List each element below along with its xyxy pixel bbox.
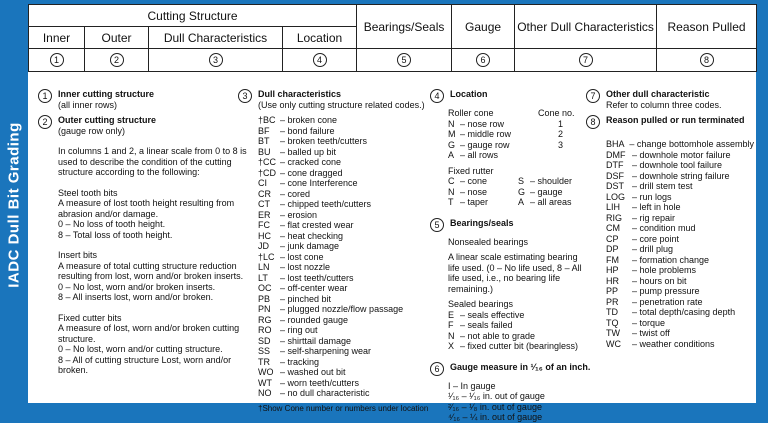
reason-code: TQ — [606, 317, 619, 328]
fixed-cutter-heading: Fixed rutter — [448, 165, 494, 176]
nonsealed-line: life used, i.e., no bearing life — [448, 273, 561, 283]
side-band — [0, 0, 28, 411]
sealed-code: F — [448, 320, 454, 330]
fixed-line: A measure of lost, worn and/or broken cutting — [58, 323, 240, 333]
dull-code-row — [258, 273, 428, 284]
dull-code-desc: – off-center wear — [280, 283, 348, 293]
reason-code: RIG — [606, 212, 623, 223]
dull-code: FC — [258, 220, 270, 230]
reason-code: HR — [606, 275, 619, 286]
other-number: 7 — [586, 89, 600, 103]
sealed-rows — [448, 310, 590, 352]
insert-line: 8 – All inserts lost, worn and/or broken. — [58, 292, 214, 302]
reason-code: FM — [606, 254, 619, 265]
dull-code: †CC — [258, 157, 277, 167]
dull-code-row — [258, 367, 428, 378]
dull-code-desc: – cone dragged — [280, 167, 343, 178]
roller-row — [448, 140, 590, 151]
dull-code-row — [258, 126, 428, 137]
reason-code-desc: – hours on bit — [632, 275, 687, 286]
reason-code: LOG — [606, 191, 626, 202]
reason-code-row — [606, 171, 754, 182]
reason-code-desc: – penetration rate — [632, 296, 703, 307]
dull-code: BF — [258, 125, 270, 136]
dull-code: RO — [258, 325, 272, 335]
header-gauge: Gauge — [452, 5, 515, 49]
bearings-title: Bearings/seals — [450, 217, 514, 228]
dull-code: LN — [258, 262, 270, 272]
column-number-cell — [657, 49, 757, 72]
reason-code-row — [606, 318, 754, 329]
dull-code: NO — [258, 388, 272, 398]
column-number: 4 — [313, 53, 327, 67]
roller-cone-heading: Roller cone — [448, 108, 494, 118]
reason-code: DMF — [606, 149, 626, 160]
roller-row — [448, 119, 590, 130]
roller-cone-no: 2 — [558, 129, 564, 139]
dull-code-row — [258, 346, 428, 357]
dull-code-row — [258, 357, 428, 368]
dull-code: SS — [258, 346, 271, 356]
gauge-item: ¹⁄₁₆ – ¹⁄₁₆ in. out of gauge — [448, 391, 545, 401]
dull-code-desc: – bond failure — [280, 125, 335, 136]
dull-code: ER — [258, 209, 271, 220]
dull-title: Dull characteristics — [258, 89, 342, 99]
dull-code-row — [258, 178, 428, 189]
fixed-code: S — [518, 176, 525, 186]
reason-code: HP — [606, 265, 619, 275]
bearings-number: 5 — [430, 218, 444, 232]
gauge-item: ⁴⁄₁₆ – ¼ in. out of gauge — [448, 412, 543, 422]
sealed-code: X — [448, 341, 455, 351]
dull-code-row — [258, 210, 428, 221]
header-bearings-seals: Bearings/Seals — [357, 5, 452, 49]
side-title: IADC Dull Bit Grading — [5, 122, 23, 288]
dull-code-row — [258, 157, 428, 168]
reason-code-desc: – drill stem test — [632, 181, 693, 191]
cone-no-heading: Cone no. — [538, 108, 575, 118]
sealed-heading: Sealed bearings — [448, 299, 514, 309]
reason-code-row — [606, 276, 754, 287]
reason-code-desc: – total depth/casing depth — [632, 307, 736, 317]
dull-code-row — [258, 262, 428, 273]
gauge-body — [430, 376, 590, 423]
column-number: 3 — [209, 53, 223, 67]
dull-code-desc: – erosion — [280, 209, 318, 220]
reason-code: DTF — [606, 160, 624, 170]
column-number-cell — [357, 49, 452, 72]
sealed-desc: – seals failed — [460, 320, 513, 330]
section-location — [430, 89, 590, 423]
dull-code-row — [258, 241, 428, 252]
fixed-code: G — [518, 186, 526, 197]
dull-code-desc: – washed out bit — [280, 367, 346, 377]
reason-code: PR — [606, 296, 619, 307]
reason-code-row — [606, 192, 754, 203]
gauge-title: Gauge measure in ¹⁄₁₆ of an inch. — [450, 361, 591, 372]
gauge-item: I – In gauge — [448, 380, 496, 391]
sealed-code: N — [448, 330, 455, 341]
sealed-row — [448, 320, 590, 331]
fixed-heading: Fixed cutter bits — [58, 312, 122, 323]
reason-code: DP — [606, 244, 619, 254]
dull-code-desc: – lost nozzle — [280, 262, 331, 272]
reason-code: PP — [606, 286, 619, 296]
reason-code-row — [606, 160, 754, 171]
inner-heading — [38, 89, 238, 110]
dull-code-desc: – shirttail damage — [280, 335, 352, 346]
roller-desc: – gauge row — [460, 139, 510, 150]
insert-heading: Insert bits — [58, 250, 98, 260]
sealed-code: E — [448, 309, 455, 320]
nonsealed-line: life used. (0 – No life used, 8 – All — [448, 262, 582, 273]
outer-intro-line: In columns 1 and 2, a linear scale from 0 to 8 is — [58, 146, 247, 156]
nonsealed-line: A linear scale estimating bearing — [448, 252, 578, 262]
dull-code-desc: – balled up bit — [280, 146, 337, 157]
dull-code-row — [258, 252, 428, 263]
reason-code-desc: – hole problems — [632, 265, 697, 275]
reason-code-row — [606, 223, 754, 234]
dull-code-desc: – broken teeth/cutters — [280, 136, 368, 146]
roller-code: N — [448, 118, 455, 129]
inner-subtitle: (all inner rows) — [58, 99, 118, 110]
dull-code-row — [258, 147, 428, 158]
reason-code-desc: – downhole string failure — [632, 170, 730, 181]
outer-number: 2 — [38, 115, 52, 129]
dull-heading — [238, 89, 428, 110]
section-inner-outer — [38, 89, 247, 376]
sealed-row — [448, 331, 590, 342]
column-number-cell — [29, 49, 85, 72]
roller-desc: – all rows — [460, 150, 499, 160]
dull-code-desc: – plugged nozzle/flow passage — [280, 304, 404, 314]
reason-code-desc: – pump pressure — [632, 286, 700, 296]
dull-code: WO — [258, 367, 274, 377]
dull-code-row — [258, 294, 428, 305]
insert-line: A measure of total cutting structure reduction — [58, 260, 237, 271]
location-title: Location — [450, 89, 488, 99]
column-number: 8 — [700, 53, 714, 67]
fixed-row — [448, 197, 590, 208]
column-number-cell — [149, 49, 283, 72]
reason-code: BHA — [606, 139, 625, 149]
fixed-desc: – gauge — [530, 186, 563, 197]
reason-code-row — [606, 234, 754, 245]
roller-cone-rows — [448, 119, 590, 161]
dull-code: †CD — [258, 167, 277, 178]
steel-heading: Steel tooth bits — [58, 187, 118, 198]
dull-code-desc: – ring out — [280, 325, 318, 335]
reason-number: 8 — [586, 115, 600, 129]
column-number: 2 — [110, 53, 124, 67]
nonsealed-line: remaining.) — [448, 283, 494, 294]
inner-number: 1 — [38, 89, 52, 103]
outer-subtitle: (gauge row only) — [58, 125, 126, 136]
dull-code-row — [258, 304, 428, 315]
fixed-cutter-rows — [448, 176, 590, 208]
reason-code-desc: – twist off — [632, 328, 670, 338]
reason-code-row — [606, 339, 754, 350]
dull-code: BU — [258, 146, 271, 157]
column-number-cell — [283, 49, 357, 72]
roller-code: A — [448, 150, 455, 160]
dull-code-desc: – cracked cone — [280, 157, 342, 167]
fixed-line: 8 – All of cutting structure Lost, worn and/or — [58, 354, 232, 365]
dull-code-desc: – lost cone — [280, 251, 324, 262]
dull-code-desc: – chipped teeth/cutters — [280, 199, 372, 209]
dull-code-desc: – rounded gauge — [280, 314, 349, 325]
bearings-heading — [430, 218, 590, 232]
inner-title: Inner cutting structure — [58, 89, 155, 99]
dull-code: BT — [258, 136, 270, 146]
section-other-reason — [586, 89, 754, 349]
dull-code: RG — [258, 314, 272, 325]
reason-code-row — [606, 244, 754, 255]
dull-code-row — [258, 315, 428, 326]
roller-desc: – middle row — [460, 129, 512, 139]
reason-code: DST — [606, 181, 624, 191]
reason-code-row — [606, 213, 754, 224]
column-number: 7 — [579, 53, 593, 67]
column-number-cell — [85, 49, 149, 72]
fixed-desc: – all areas — [530, 197, 572, 207]
location-body — [430, 103, 590, 208]
reason-code: TD — [606, 307, 618, 317]
sealed-desc: – seals effective — [460, 309, 525, 320]
outer-intro-line: structure according to the following: — [58, 167, 200, 177]
gauge-item: ²⁄₁₆ – ¹⁄₈ in. out of gauge — [448, 401, 542, 412]
dull-code: JD — [258, 241, 269, 251]
dull-code-row — [258, 136, 428, 147]
fixed-line: 0 – No lost, worn and/or cutting structure. — [58, 344, 223, 354]
dull-footnote: †Show Cone number or numbers under location — [258, 403, 429, 413]
fixed-code: N — [448, 186, 455, 197]
roller-row — [448, 129, 590, 140]
reason-code-row — [606, 307, 754, 318]
reason-code-row — [606, 265, 754, 276]
reason-code-desc: – left in hole — [632, 202, 681, 212]
dull-code: SD — [258, 335, 271, 346]
dull-code-row — [258, 336, 428, 347]
roller-row — [448, 150, 590, 161]
outer-heading — [38, 115, 238, 136]
reason-code-desc: – weather conditions — [632, 338, 715, 349]
dull-code: TR — [258, 356, 270, 367]
steel-line: A measure of lost tooth height resulting from — [58, 198, 235, 208]
header-dull-characteristics: Dull Characteristics — [149, 27, 283, 49]
dull-code-row — [258, 325, 428, 336]
reason-code: TW — [606, 328, 620, 338]
reason-code-row — [606, 328, 754, 339]
reason-code-desc: – condition mud — [632, 223, 696, 233]
reason-code-desc: – change bottomhole assembly — [629, 139, 754, 149]
dull-code-row — [258, 199, 428, 210]
dull-code-desc: – cored — [280, 188, 311, 199]
reason-code-desc: – downhole tool failure — [632, 160, 723, 170]
column-number: 5 — [397, 53, 411, 67]
dull-code-desc: – heat checking — [280, 230, 344, 241]
outer-intro-line: used to describe the condition of the cutting — [58, 156, 232, 167]
reason-code-row — [606, 202, 754, 213]
header-table — [28, 4, 757, 72]
header-cutting-structure: Cutting Structure — [29, 5, 357, 27]
dull-code-desc: – lost teeth/cutters — [280, 272, 354, 283]
reason-code: LIH — [606, 202, 621, 212]
dull-code-desc: – broken cone — [280, 115, 338, 125]
outer-title: Outer cutting structure — [58, 115, 157, 125]
reason-code-desc: – downhole motor failure — [632, 149, 731, 160]
location-heading — [430, 89, 590, 103]
dull-code-list — [238, 115, 428, 399]
fixed-line: structure. — [58, 333, 96, 344]
fixed-row — [448, 187, 590, 198]
dull-code: PN — [258, 304, 271, 314]
steel-line: abrasion and/or damage. — [58, 208, 159, 219]
reason-code: DSF — [606, 170, 624, 181]
dull-subtitle: (Use only cutting structure related codes.) — [258, 99, 425, 110]
reason-code-row — [606, 150, 754, 161]
outer-body — [38, 136, 247, 376]
dull-code: OC — [258, 283, 272, 293]
gauge-number: 6 — [430, 362, 444, 376]
reason-code-desc: – drill plug — [632, 244, 674, 254]
sealed-desc: – not able to grade — [460, 330, 536, 341]
reason-code-desc: – formation change — [632, 254, 710, 265]
fixed-code: C — [448, 176, 455, 186]
roller-code: M — [448, 129, 456, 139]
reason-code-row — [606, 255, 754, 266]
dull-code-desc: – tracking — [280, 356, 320, 367]
column-number-cell — [452, 49, 515, 72]
header-other-dull: Other Dull Characteristics — [515, 5, 657, 49]
fixed-code: T — [448, 197, 454, 207]
dull-code-row — [258, 189, 428, 200]
column-number-cell — [515, 49, 657, 72]
roller-cone-header — [448, 108, 590, 119]
sealed-row — [448, 310, 590, 321]
location-number: 4 — [430, 89, 444, 103]
dull-code-row — [258, 220, 428, 231]
dull-code: †LC — [258, 251, 275, 262]
reason-code-row — [606, 297, 754, 308]
dull-code: LT — [258, 272, 268, 283]
reason-title: Reason pulled or run terminated — [606, 115, 745, 125]
dull-code: CR — [258, 188, 271, 199]
fixed-row — [448, 176, 590, 187]
reason-code-desc: – torque — [632, 317, 666, 328]
fixed-desc: – shoulder — [530, 176, 573, 186]
nonsealed-heading: Nonsealed bearings — [448, 236, 529, 247]
dull-code-row — [258, 378, 428, 389]
dull-code-row — [258, 283, 428, 294]
dull-code-desc: – no dull characteristic — [280, 388, 370, 398]
fixed-desc: – taper — [460, 197, 489, 207]
header-reason-pulled: Reason Pulled — [657, 5, 757, 49]
dull-code-row — [258, 168, 428, 179]
dull-code-desc: – flat crested wear — [280, 220, 354, 230]
insert-line: 0 – No lost, worn and/or broken inserts. — [58, 281, 216, 292]
dull-code-desc: – pinched bit — [280, 293, 332, 304]
dull-number: 3 — [238, 89, 252, 103]
roller-code: G — [448, 139, 456, 150]
reason-code-list — [586, 139, 754, 349]
dull-code: †BC — [258, 115, 276, 125]
sealed-desc: – fixed cutter bit (bearingless) — [460, 341, 579, 351]
insert-line: resulting from lost, worn and/or broken inserts. — [58, 271, 244, 281]
reason-code: CP — [606, 233, 619, 244]
section-dull-characteristics — [238, 89, 428, 414]
other-subtitle: Refer to column three codes. — [606, 99, 722, 110]
fixed-code: A — [518, 197, 525, 207]
bearings-body — [430, 232, 590, 352]
fixed-desc: – cone — [460, 176, 488, 186]
reason-code-desc: – run logs — [632, 191, 672, 202]
sealed-row — [448, 341, 590, 352]
dull-code-row — [258, 231, 428, 242]
dull-code-row — [258, 388, 428, 399]
header-inner: Inner — [29, 27, 85, 49]
grading-sheet — [28, 4, 756, 422]
column-number: 6 — [476, 53, 490, 67]
roller-desc: – nose row — [460, 118, 505, 129]
dull-code-desc: – junk damage — [280, 241, 340, 251]
header-outer: Outer — [85, 27, 149, 49]
reason-code-row — [606, 286, 754, 297]
dull-code-desc: – cone Interference — [280, 178, 358, 188]
steel-line: 0 – No loss of tooth height. — [58, 219, 166, 229]
reason-heading — [586, 115, 754, 129]
reason-code: WC — [606, 338, 621, 349]
dull-code: HC — [258, 230, 271, 241]
reason-code-desc: – rig repair — [632, 212, 676, 223]
reason-code-row — [606, 139, 754, 150]
roller-cone-no: 1 — [558, 118, 564, 129]
column-number: 1 — [50, 53, 64, 67]
roller-cone-no: 3 — [558, 139, 564, 150]
other-title: Other dull characteristic — [606, 89, 710, 99]
header-location: Location — [283, 27, 357, 49]
other-heading — [586, 89, 754, 110]
steel-line: 8 – Total loss of tooth height. — [58, 229, 173, 240]
dull-code: WT — [258, 377, 272, 388]
dull-code-row — [258, 115, 428, 126]
dull-code-desc: – worn teeth/cutters — [280, 377, 360, 388]
reason-code: CM — [606, 223, 620, 233]
reason-code-desc: – core point — [632, 233, 680, 244]
fixed-line: broken. — [58, 365, 89, 375]
dull-code: CI — [258, 178, 267, 188]
reason-code-row — [606, 181, 754, 192]
gauge-heading — [430, 362, 590, 376]
fixed-desc: – nose — [460, 186, 488, 197]
dull-code-desc: – self-sharpening wear — [280, 346, 372, 356]
dull-code: PB — [258, 293, 271, 304]
dull-code: CT — [258, 199, 270, 209]
